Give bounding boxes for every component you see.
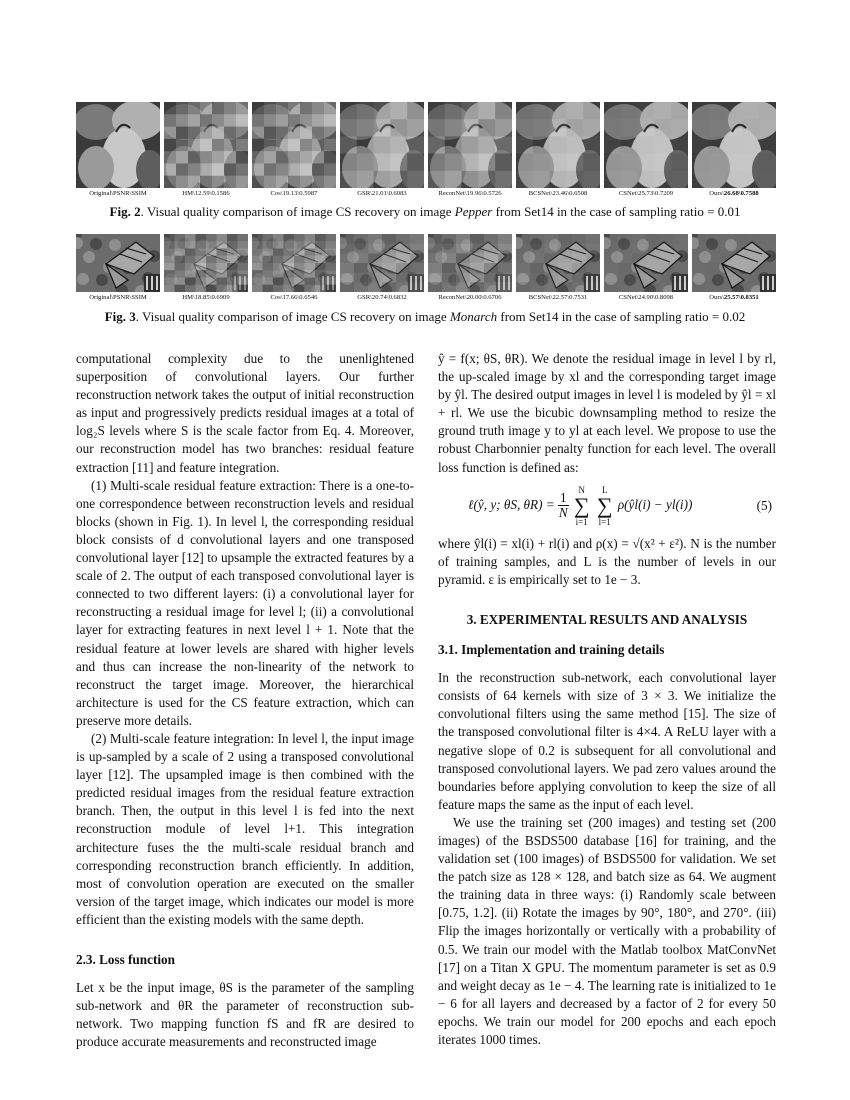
figure3-label-text: GSR\20.74\0.6832 xyxy=(357,294,407,301)
figure3-thumbnail-image xyxy=(164,234,248,292)
figure3-thumbnail xyxy=(604,234,688,292)
figure2-label xyxy=(340,188,424,200)
equation-number: (5) xyxy=(756,497,772,513)
figure2-caption-image: Pepper xyxy=(454,204,493,219)
figure2-label xyxy=(164,188,248,200)
figure2-label-text: CSNet\25.73\0.7209 xyxy=(618,190,674,197)
figure3-thumbnail-image xyxy=(692,234,776,292)
figure3-label xyxy=(164,292,248,304)
section-heading-loss-function: 2.3. Loss function xyxy=(76,952,175,967)
section-heading-implementation: 3.1. Implementation and training details xyxy=(438,642,665,658)
figure2-thumbnail-image xyxy=(252,102,336,188)
figure3-label-text: Original\PSNR\SSIM xyxy=(89,294,147,301)
figure2-label xyxy=(76,188,160,200)
figure2-thumbnail xyxy=(516,102,600,188)
figure2-caption-text-before: . Visual quality comparison of image CS recovery on image xyxy=(140,204,455,219)
left-paragraph-1: computational complexity due to the unenlightened superposition of convolutional layers. Our further reconstruction network takes the output of initial reconstruction as input and progressively predicts residual images at a total of log₂S levels where S is the scale factor from Eq. 4. Moreover, our reconstruction model has two branches: residual feature extraction [11] and feature integration. xyxy=(76,351,414,475)
figure2-thumbnail xyxy=(340,102,424,188)
figure2-thumbnail-image xyxy=(340,102,424,188)
equation-sum-2: L ∑ l=1 xyxy=(596,484,613,527)
figure2-label-text: HM\12.59\0.1586 xyxy=(182,190,230,197)
figure3-label xyxy=(76,292,160,304)
figure2-label-text: Original\PSNR\SSIM xyxy=(89,190,147,197)
figure2-image-strip xyxy=(76,102,776,188)
figure3-label-text: CSNet\24.90\0.8098 xyxy=(618,294,674,301)
left-paragraph-2: (1) Multi-scale residual feature extraction: There is a one-to-one correspondence between reconstruction levels and residual blocks (shown in Fig. 1). In level l, the corresponding residual block consists of d convolutional layers and one transposed convolutional layer [12] to upsample the extracted features by a scale of 2. The output of each transposed convolutional layer is connected to two different layers: (i) a convolutional layer for reconstructing a residual image for level l; (ii) a convolutional layer for extracting features in next level l + 1. Note that the residual feature at lower levels are shared with higher levels and thus can increase the non-linearity of the network to reconstruct the target image. Moreover, the hierarchical architecture is used for the CS feature extraction, which can preserve more details. xyxy=(76,477,414,728)
figure3-label xyxy=(516,292,600,304)
figure2-thumbnail-image xyxy=(76,102,160,188)
figure3-thumbnail xyxy=(164,234,248,292)
equation-fraction-numerator: 1 xyxy=(559,490,567,506)
figure2-thumbnail-image xyxy=(164,102,248,188)
figure3-thumbnail xyxy=(252,234,336,292)
figure3-thumbnail-image xyxy=(428,234,512,292)
figure2-label-text: GSR\21.01\0.6083 xyxy=(357,190,407,197)
figure3-thumbnail xyxy=(428,234,512,292)
figure2-label-text: ReconNet\19.96\0.5726 xyxy=(438,190,502,197)
figure2-caption xyxy=(0,204,850,220)
figure2-caption-label: Fig. 2 xyxy=(109,204,141,219)
equation-5 xyxy=(438,477,776,535)
figure3-labels xyxy=(76,292,776,304)
figure2-thumbnail xyxy=(76,102,160,188)
equation-fraction-denominator: N xyxy=(558,505,568,521)
figure3-label xyxy=(692,292,776,304)
figure3-caption-label: Fig. 3 xyxy=(104,309,136,324)
figure2-thumbnail-image xyxy=(428,102,512,188)
figure2-thumbnail xyxy=(164,102,248,188)
equation-rhs: ρ(ŷl(i) − yl(i)) xyxy=(617,496,693,512)
equation-sum-2-top: L xyxy=(601,484,608,495)
figure2-thumbnail xyxy=(428,102,512,188)
figure3-label xyxy=(604,292,688,304)
figure2-thumbnail-image xyxy=(516,102,600,188)
figure3-label-text: Ours\ xyxy=(709,294,724,301)
figure2-thumbnail-image xyxy=(604,102,688,188)
figure2-label-text: Cos\19.13\0.5987 xyxy=(270,190,318,197)
figure3-label-best: 25.57\0.8351 xyxy=(723,294,759,301)
figure3-thumbnail xyxy=(516,234,600,292)
figure3-label xyxy=(340,292,424,304)
equation-sum-1: N ∑ i=1 xyxy=(573,484,590,527)
right-paragraph-1: ŷ = f(x; θS, θR). We denote the residual image in level l by rl, the up-scaled image by xl and the corresponding target image by ŷl. The desired output images in level l is modeled by ŷl = xl + rl. We use the bicubic downsampling method to resize the ground truth image y to yl at each level. We propose to use the robust Charbonnier penalty function for each level. The overall loss function is defined as: xyxy=(438,351,776,475)
equation-sum-1-bottom: i=1 xyxy=(575,516,588,527)
figure2-labels xyxy=(76,188,776,200)
figure2-thumbnail xyxy=(604,102,688,188)
figure2-label-text: Ours\ xyxy=(709,190,724,197)
figure3-label xyxy=(252,292,336,304)
equation-fraction xyxy=(558,491,569,520)
figure3-thumbnail xyxy=(76,234,160,292)
figure3-thumbnail-image xyxy=(76,234,160,292)
figure3-thumbnail-image xyxy=(516,234,600,292)
figure2-label-text: BCSNet\23.46\0.6508 xyxy=(528,190,588,197)
figure2-thumbnail-image xyxy=(692,102,776,188)
left-paragraph-4: Let x be the input image, θS is the parameter of the sampling sub-network and θR the parameter of reconstruction sub-network. Two mapping function fS and fR are desired to produce accurate measurements and reconstructed image xyxy=(76,980,414,1050)
right-column xyxy=(438,350,776,1049)
figure2-label xyxy=(692,188,776,200)
equation-sum-1-top: N xyxy=(578,484,585,495)
figure2-label xyxy=(516,188,600,200)
figure3-label-text: Cos\17.66\0.6546 xyxy=(270,294,318,301)
figure3-caption-text-before: . Visual quality comparison of image CS recovery on image xyxy=(135,309,450,324)
figure3-thumbnail-image xyxy=(252,234,336,292)
figure3-caption xyxy=(0,309,850,325)
figure3-label-text: BCSNet\22.57\0.7531 xyxy=(528,294,588,301)
figure3-thumbnail xyxy=(692,234,776,292)
figure3-thumbnail xyxy=(340,234,424,292)
figure2-label xyxy=(252,188,336,200)
figure3-label xyxy=(428,292,512,304)
equation-sum-2-bottom: l=1 xyxy=(598,516,611,527)
figure2-thumbnail xyxy=(692,102,776,188)
figure3-image-strip xyxy=(76,234,776,292)
right-paragraph-4: We use the training set (200 images) and testing set (200 images) of the BSDS500 database [16] for training, and the validation set (100 images) of BSDS500 for validation. We set the patch size as 128 × 128, and batch size as 64. We augment the training data in three ways: (i) Randomly scale between [0.75, 1.2]. (ii) Rotate the images by 90°, 180°, and 270°. (iii) Flip the images horizontally or vertically with a probability of 0.5. We train our model with the Matlab toolbox MatConvNet [17] on a Titan X GPU. The momentum parameter is set as 0.9 and weight decay as 1e − 4. The learning rate is initialized to 1e − 6 for all layers and decreased by a factor of 2 for every 50 epochs. We train our model for 200 epochs and each epoch iterates 1000 times. xyxy=(438,814,776,1047)
left-column xyxy=(76,350,414,1051)
figure3-caption-text-after: from Set14 in the case of sampling ratio = 0.02 xyxy=(497,309,746,324)
figure3-caption-image: Monarch xyxy=(449,309,498,324)
figure3-label-text: ReconNet\20.00\0.6706 xyxy=(438,294,502,301)
figure2-label xyxy=(428,188,512,200)
section-heading-experimental-results: 3. EXPERIMENTAL RESULTS AND ANALYSIS xyxy=(466,611,748,627)
figure3-thumbnail-image xyxy=(604,234,688,292)
figure2-thumbnail xyxy=(252,102,336,188)
equation-lhs: ℓ(ŷ, y; θS, θR) = xyxy=(468,496,555,512)
figure3-thumbnail-image xyxy=(340,234,424,292)
figure2-label xyxy=(604,188,688,200)
right-paragraph-3: In the reconstruction sub-network, each convolutional layer consists of 64 kernels with size of 3 × 3. We initialize the convolutional filters using the same method [15]. The size of the transposed convolutional filter is 4×4. A ReLU layer with a negative slope of 0.2 is subsequent for all convolutional and transposed convolutional layers. We pad zero values around the boundaries before applying convolution to keep the size of all feature maps the same as the input of each level. xyxy=(438,670,776,812)
figure2-label-best: 26.68\0.7588 xyxy=(723,190,759,197)
left-paragraph-3: (2) Multi-scale feature integration: In level l, the input image is up-sampled by a scale of 2 using a transposed convolutional layer [12]. The upsampled image is then combined with the predicted residual images from the residual feature extraction branch. Then, the output in this level l is fed into the next reconstruction module of level l+1. This integration architecture fuses the the multi-scale residual branch and corresponding reconstruction branch efficiently. In addition, most of convolution operation are executed on the smaller version of the target image, which indicates our model is more efficient than the existing models with the same depth. xyxy=(76,730,414,927)
right-paragraph-2: where ŷl(i) = xl(i) + rl(i) and ρ(x) = √(x² + ε²). N is the number of training samples, and L is the number of levels in our pyramid. ε is empirically set to 1e − 3. xyxy=(438,535,776,587)
figure2-caption-text-after: from Set14 in the case of sampling ratio = 0.01 xyxy=(492,204,741,219)
figure3-label-text: HM\18.85\0.6909 xyxy=(182,294,230,301)
